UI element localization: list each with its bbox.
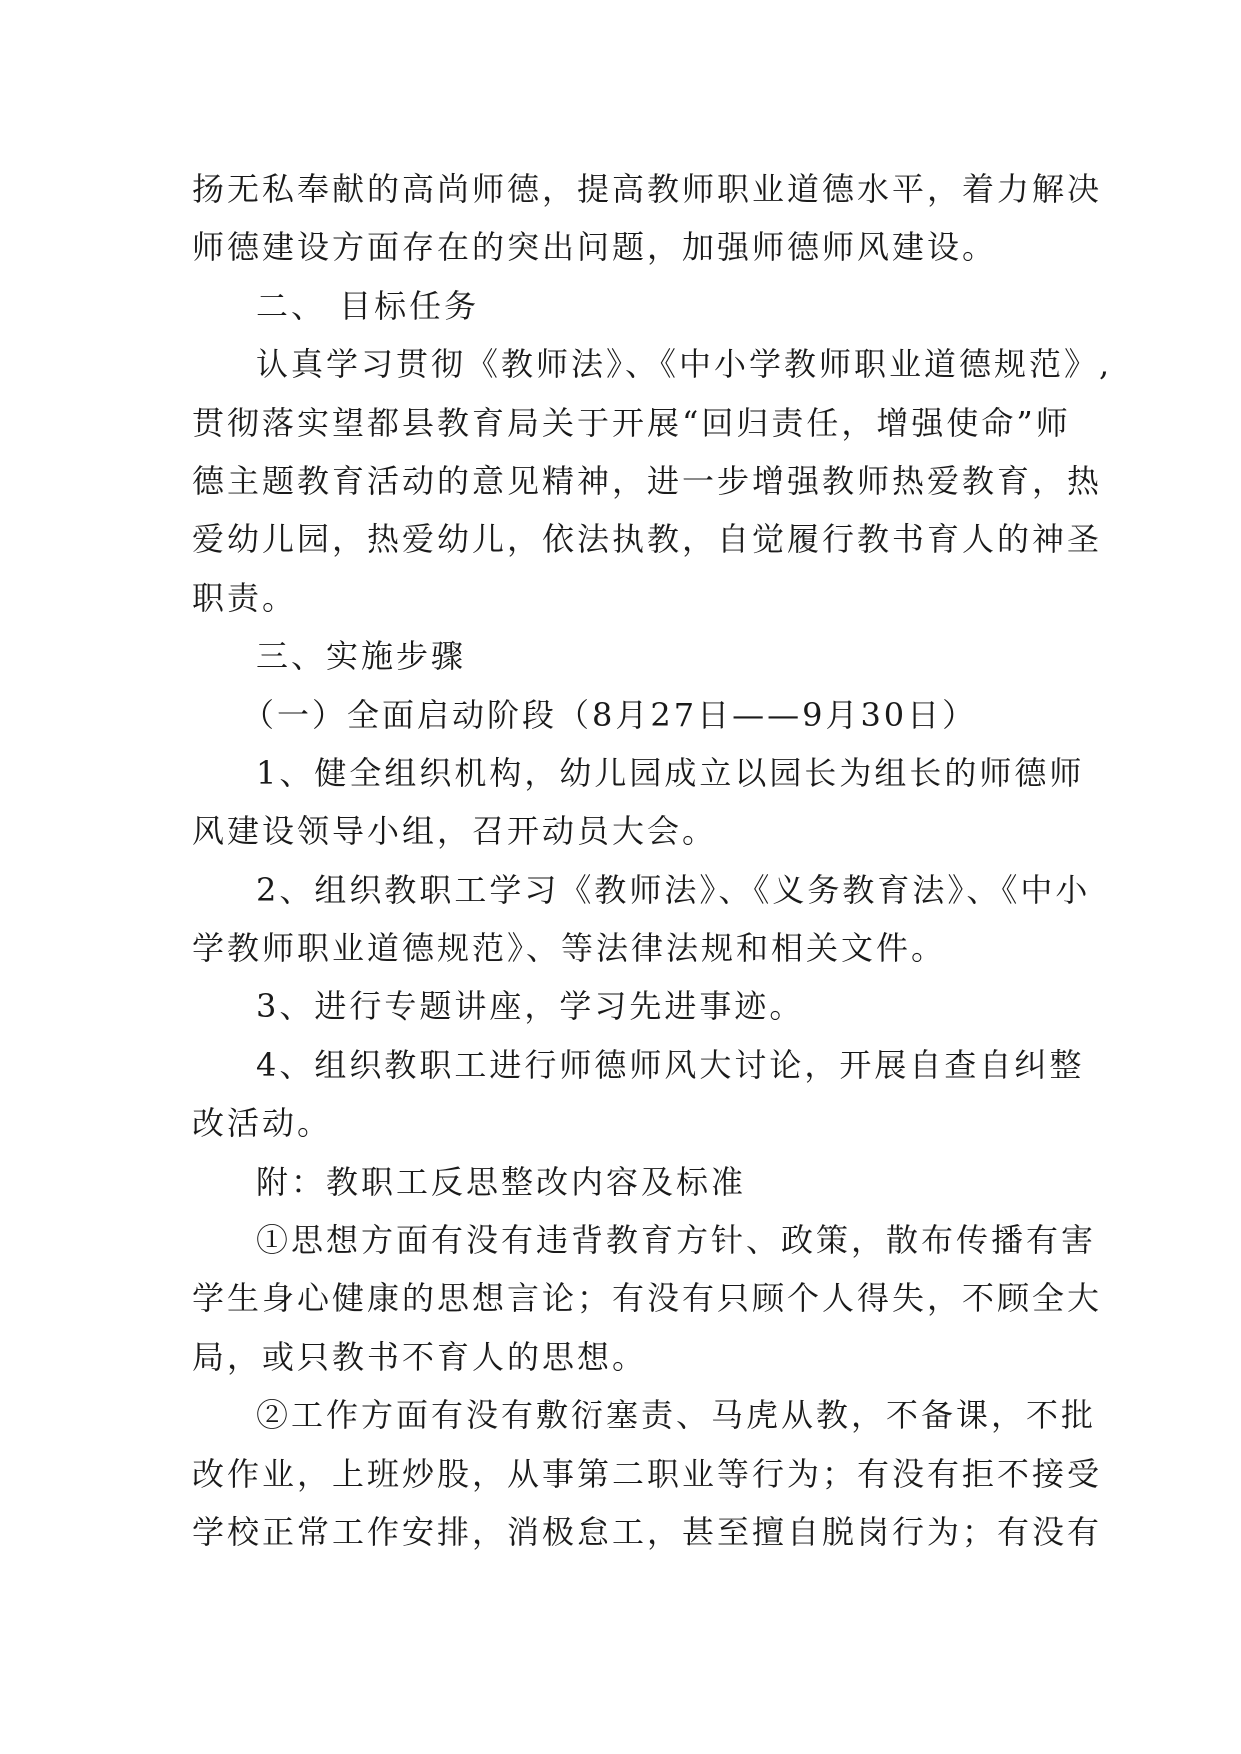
section-heading: 二、 目标任务 xyxy=(256,286,480,325)
document-body xyxy=(192,160,1113,1561)
text-line: 爱幼儿园，热爱幼儿，依法执教，自觉履行教书育人的神圣 xyxy=(192,520,1103,559)
text-line: 4、组织教职工进行师德师风大讨论，开展自查自纠整 xyxy=(256,1045,1085,1084)
text-line: 学生身心健康的思想言论；有没有只顾个人得失，不顾全大 xyxy=(192,1279,1103,1318)
text-line: 改活动。 xyxy=(192,1104,333,1143)
text-line: 1、健全组织机构，幼儿园成立以园长为组长的师德师 xyxy=(256,753,1085,792)
text-line: 学校正常工作安排，消极怠工，甚至擅自脱岗行为；有没有 xyxy=(192,1512,1103,1551)
text-line: 2、组织教职工学习《教师法》、《义务教育法》、《中小 xyxy=(256,870,1091,909)
text-line: 学教师职业道德规范》、等法律法规和相关文件。 xyxy=(192,929,947,968)
text-line: 改作业，上班炒股，从事第二职业等行为；有没有拒不接受 xyxy=(192,1454,1103,1493)
text-line: 师德建设方面存在的突出问题，加强师德师风建设。 xyxy=(192,228,998,267)
text-line: 认真学习贯彻《教师法》、《中小学教师职业道德规范》, xyxy=(256,345,1113,384)
appendix-heading: 附：教职工反思整改内容及标准 xyxy=(256,1162,747,1201)
text-line: 德主题教育活动的意见精神，进一步增强教师热爱教育，热 xyxy=(192,461,1103,500)
section-heading: 三、实施步骤 xyxy=(256,637,467,676)
text-line: ②工作方面有没有敷衍塞责、马虎从教，不备课，不批 xyxy=(256,1396,1097,1435)
text-line: 3、进行专题讲座，学习先进事迹。 xyxy=(256,987,805,1026)
text-line: ①思想方面有没有违背教育方针、政策，散布传播有害 xyxy=(256,1221,1097,1260)
text-line: 职责。 xyxy=(192,578,298,617)
text-line: 风建设领导小组，召开动员大会。 xyxy=(192,812,718,851)
text-line: 局，或只教书不育人的思想。 xyxy=(192,1337,648,1376)
subsection-heading: （一）全面启动阶段（8月27日——9月30日） xyxy=(242,695,978,734)
text-line: 贯彻落实望都县教育局关于开展“回归责任，增强使命”师 xyxy=(192,403,1071,442)
text-line: 扬无私奉献的高尚师德，提高教师职业道德水平，着力解决 xyxy=(192,170,1103,208)
